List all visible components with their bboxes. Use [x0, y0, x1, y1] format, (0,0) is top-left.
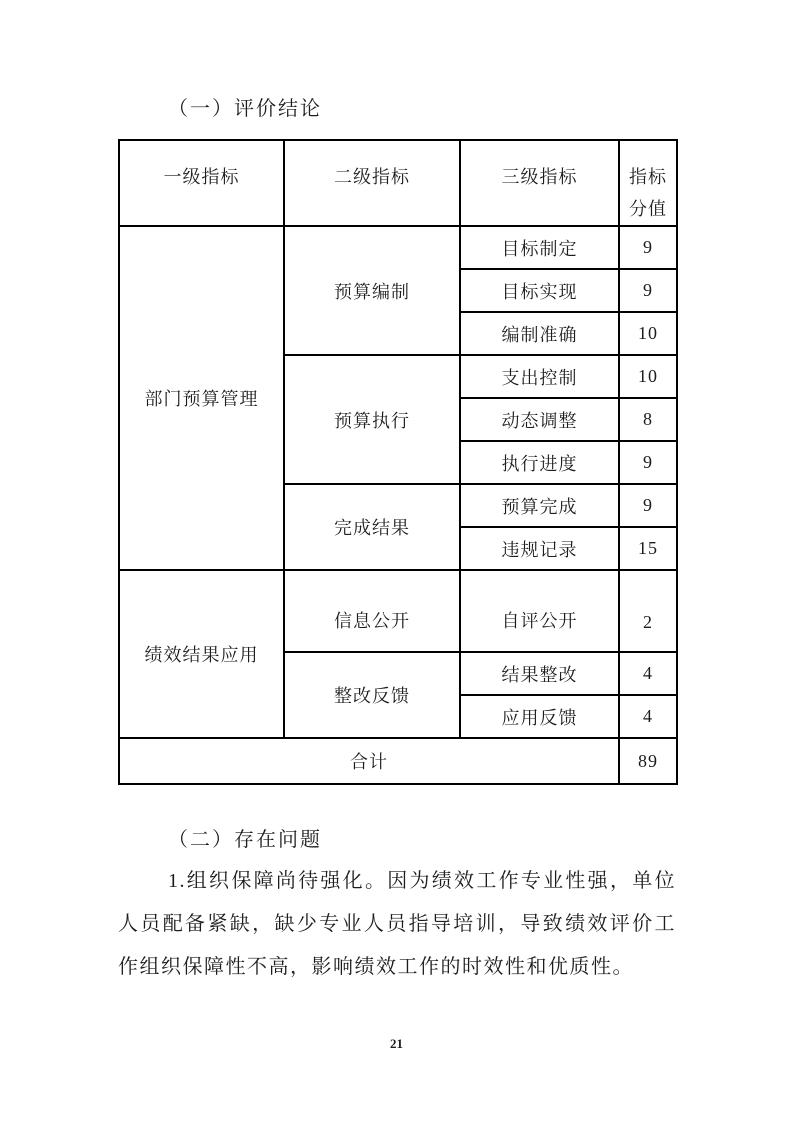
cell-score: 9: [619, 226, 677, 269]
cell-score: 10: [619, 312, 677, 355]
cell-level3: 支出控制: [460, 355, 619, 398]
cell-level1: 部门预算管理: [119, 226, 284, 570]
cell-score: 10: [619, 355, 677, 398]
header-score-line1: 指标: [629, 167, 667, 187]
cell-score: 2: [619, 570, 677, 652]
table-header-row: [119, 140, 677, 226]
cell-score: 8: [619, 398, 677, 441]
cell-score: 4: [619, 695, 677, 738]
cell-score: 9: [619, 441, 677, 484]
section-2-title: （二）存在问题: [168, 829, 322, 851]
table-row: [119, 226, 677, 269]
cell-level3: 预算完成: [460, 484, 619, 527]
cell-score: 9: [619, 269, 677, 312]
evaluation-result-table: [118, 139, 678, 785]
section-1-title: （一）评价结论: [168, 98, 322, 120]
page-number: 21: [390, 1036, 403, 1051]
cell-level1: 绩效结果应用: [119, 570, 284, 738]
cell-level3: 违规记录: [460, 527, 619, 570]
cell-level2: 整改反馈: [284, 652, 460, 738]
cell-total-score: 89: [619, 738, 677, 784]
cell-level2: 信息公开: [284, 570, 460, 652]
cell-score: 4: [619, 652, 677, 695]
table-row: [119, 570, 677, 652]
cell-level3: 自评公开: [460, 570, 619, 652]
section-2: [118, 827, 676, 989]
cell-score: 15: [619, 527, 677, 570]
cell-level2: 预算编制: [284, 226, 460, 355]
cell-level3: 结果整改: [460, 652, 619, 695]
cell-level3: 应用反馈: [460, 695, 619, 738]
header-level3-indicator: 三级指标: [460, 140, 619, 226]
cell-score: 9: [619, 484, 677, 527]
problem-paragraph: 1.组织保障尚待强化。因为绩效工作专业性强，单位人员配备紧缺，缺少专业人员指导培训，导致绩效评价工作组织保障性不高，影响绩效工作的时效性和优质性。: [118, 870, 676, 978]
cell-level3: 动态调整: [460, 398, 619, 441]
header-score-line2: 分值: [629, 199, 667, 219]
cell-level3: 目标制定: [460, 226, 619, 269]
header-score: [619, 140, 677, 226]
cell-total-label: 合计: [119, 738, 619, 784]
header-level2-indicator: 二级指标: [284, 140, 460, 226]
cell-level2: 预算执行: [284, 355, 460, 484]
header-level1-indicator: 一级指标: [119, 140, 284, 226]
table-total-row: [119, 738, 677, 784]
cell-level3: 目标实现: [460, 269, 619, 312]
cell-level2: 完成结果: [284, 484, 460, 570]
cell-level3: 执行进度: [460, 441, 619, 484]
page-content: [118, 96, 676, 989]
cell-level3: 编制准确: [460, 312, 619, 355]
